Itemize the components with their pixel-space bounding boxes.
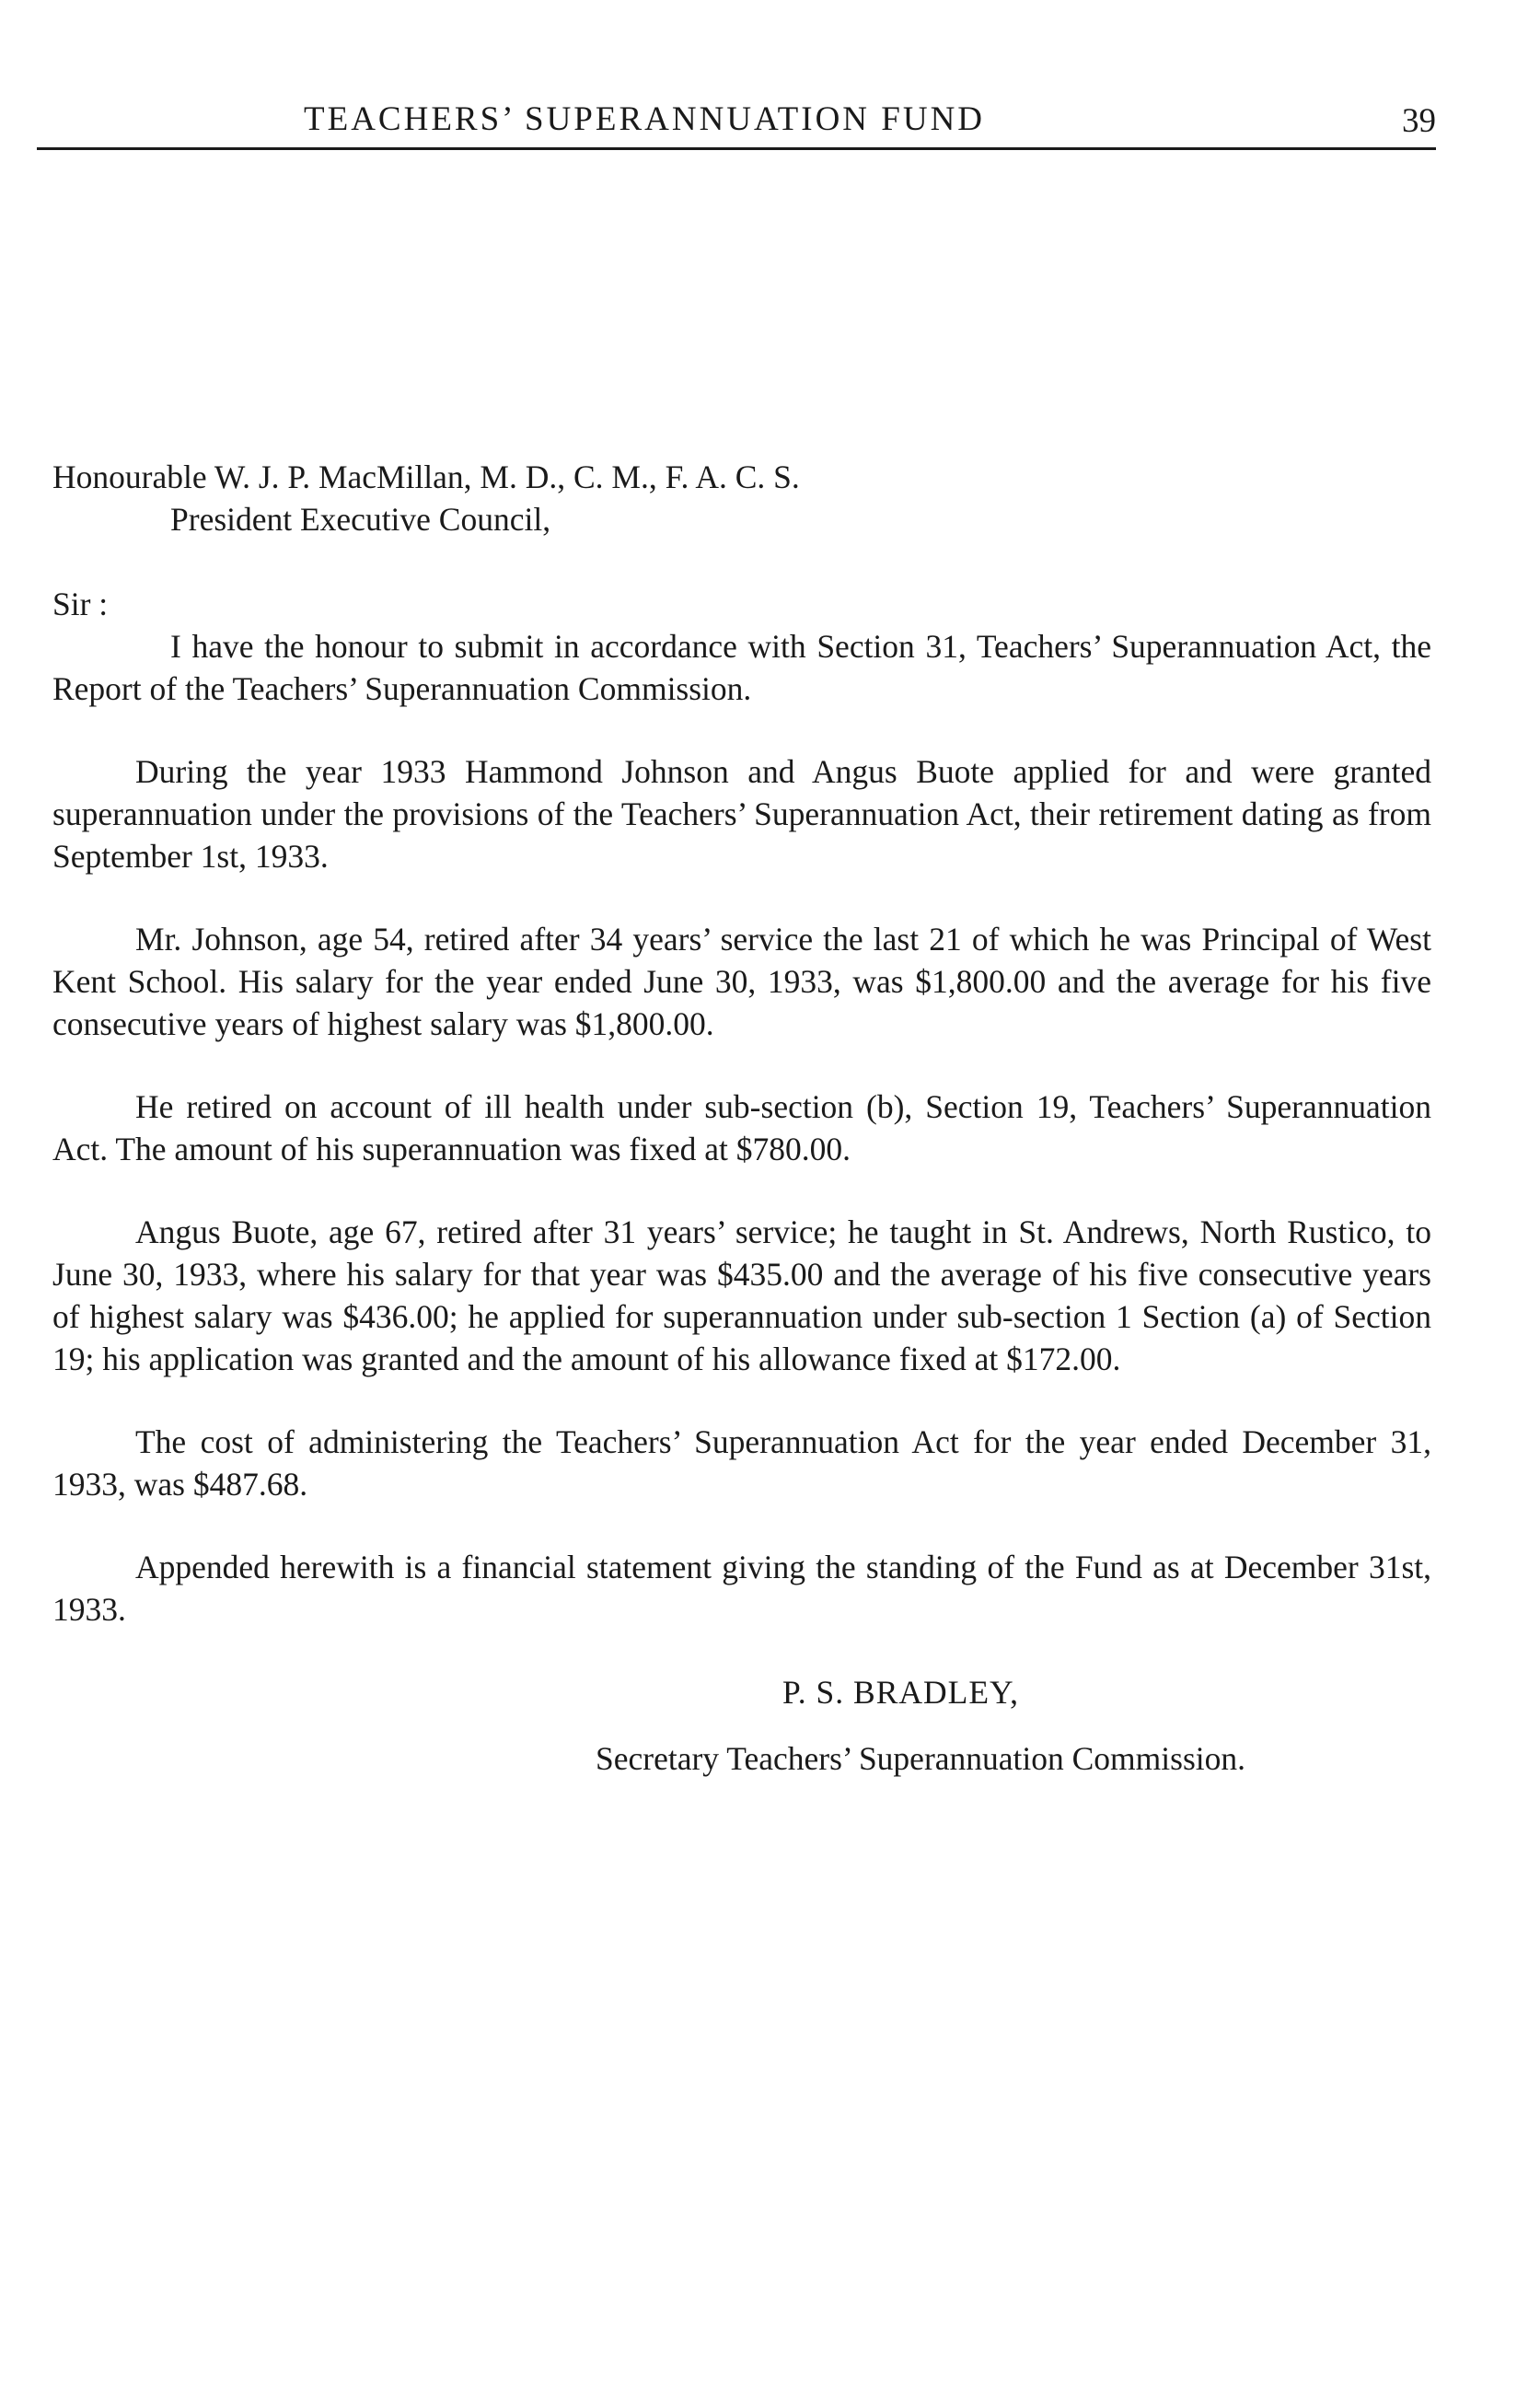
paragraph-buote: Angus Buote, age 67, retired after 31 years’ service; he taught in St. Andrews, North Rustico, to June 30, 1933, where his salary for that year was $435.00 and the average of his five consecutive years of highest salary was $436.00; he applied for superannuation under sub-section 1 Section (a) of Section 19; his application was granted and the amount of his allowance fixed at $172.00.: [52, 1213, 1431, 1377]
running-title: TEACHERS’ SUPERANNUATION FUND: [304, 100, 986, 138]
signer-title: Secretary Teachers’ Superannuation Commission.: [596, 1740, 1246, 1777]
signature-block: [52, 1671, 1431, 1791]
paragraph-appended: Appended herewith is a financial statement giving the standing of the Fund as at December 31st, 1933.: [52, 1549, 1431, 1628]
letter-body: [52, 456, 1431, 1791]
signer-name: P. S. BRADLEY,: [782, 1674, 1019, 1711]
addressee-title: President Executive Council,: [170, 501, 551, 538]
paragraph-submission: I have the honour to submit in accordance with Section 31, Teachers’ Superannuation Act, the Report of the Teachers’ Superannuation Commission.: [52, 628, 1431, 707]
addressee-name: Honourable W. J. P. MacMillan, M. D., C. M., F. A. C. S.: [52, 459, 800, 495]
header-rule: [37, 147, 1436, 150]
paragraph-grants: During the year 1933 Hammond Johnson and Angus Buote applied for and were granted superannuation under the provisions of the Teachers’ Superannuation Act, their retirement dating as from September 1st, 1933.: [52, 753, 1431, 875]
paragraph-johnson-service: Mr. Johnson, age 54, retired after 34 years’ service the last 21 of which he was Principal of West Kent School. His salary for the year ended June 30, 1933, was $1,800.00 and the average for his five consecutive years of highest salary was $1,800.00.: [52, 921, 1431, 1042]
page-number: 39: [1402, 102, 1436, 140]
paragraph-johnson-health: He retired on account of ill health under sub-section (b), Section 19, Teachers’ Superannuation Act. The amount of his superannuation was fixed at $780.00.: [52, 1088, 1431, 1167]
salutation: Sir :: [52, 586, 109, 622]
paragraph-cost: The cost of administering the Teachers’ Superannuation Act for the year ended December 31, 1933, was $487.68.: [52, 1423, 1431, 1503]
running-header: [37, 99, 1436, 147]
